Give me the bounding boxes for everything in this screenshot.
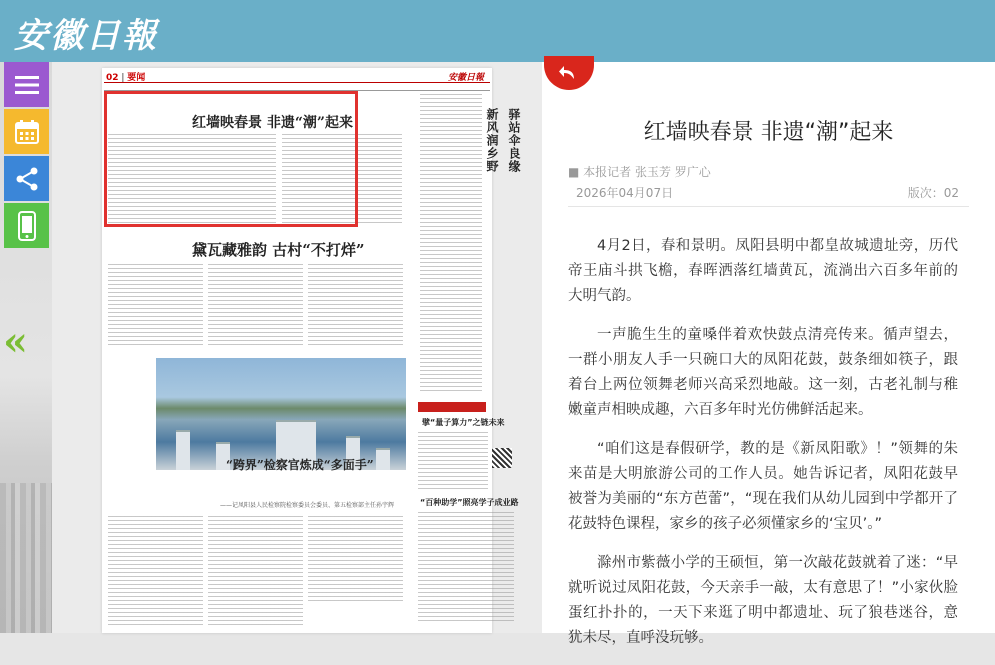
photo-building (176, 430, 190, 470)
story-text-block (420, 94, 482, 394)
page-masthead: 02 | 要闻 (106, 73, 146, 83)
article-paragraph: 滁州市紫薇小学的王硕恒，第一次敲花鼓就着了迷：“早就听说过凤阳花鼓，今天亲手一敲，太有意思了！”小家伙脸蛋红扑扑的，一天下来逛了明中都遗址、玩了狼巷迷谷，意犹未尽，直呼没玩够。 (568, 555, 958, 646)
article-date: 2026年04月07日 (576, 186, 674, 200)
calendar-button[interactable] (4, 109, 49, 154)
mobile-phone-icon (17, 211, 37, 241)
article-panel (542, 62, 995, 646)
subheadline-prosecutor: ——记凤阳县人民检察院检察委员会委员、第五检察部主任孙宇辉 (220, 502, 395, 509)
share-button[interactable] (4, 156, 49, 201)
menu-button[interactable] (4, 62, 49, 107)
article-author: ■ 本报记者 张玉芳 罗广心 (568, 165, 711, 179)
article-paragraph: “咱们这是春假研学，教的是《新凤阳歌》！”领舞的朱来苗是大明旅游公司的工作人员。她告诉记者，凤阳花鼓早被誉为美丽的“东方芭蕾”，“现在我们从幼儿园到中学都开了花鼓特色课程，家乡的孩子必须懂家乡的‘宝贝’。” (568, 441, 958, 532)
paper-logo-small: 安徽日報 (447, 73, 484, 83)
story-text-block (208, 264, 303, 346)
qr-code (492, 448, 512, 468)
story-text-block (308, 516, 403, 604)
story-text-block (208, 516, 303, 626)
story-text-block (308, 264, 403, 346)
article-paragraph: 4月2日，春和景明。凤阳县明中都皇故城遗址旁，历代帝王庙斗拱飞檐，春晖洒落红墙黄瓦，流淌出六百多年前的大明气韵。 (568, 238, 958, 304)
newspaper-page-area (52, 62, 542, 633)
selected-article-highlight[interactable] (104, 91, 358, 227)
share-icon (14, 166, 40, 192)
story-text-block (108, 516, 203, 626)
page-number: 02 (106, 73, 119, 83)
article-edition: 版次：02 (907, 186, 959, 200)
calendar-icon (14, 119, 40, 145)
article-body (568, 234, 958, 665)
news-photo[interactable] (156, 358, 406, 470)
story-text-block (108, 264, 203, 346)
site-logo[interactable]: 安徽日報 (14, 16, 158, 56)
article-paragraph: 一声脆生生的童嗓伴着欢快鼓点清亮传来。循声望去，一群小朋友人手一只碗口大的凤阳花鼓，鼓条细如筷子，跟着台上两位领舞老师兴高采烈地敲。这一刻，古老礼制与稚嫩童声相映成趣，六百多年时光仿佛鲜活起来。 (568, 327, 958, 418)
city-silhouette (0, 483, 52, 633)
page-section: 要闻 (127, 73, 146, 83)
photo-building (376, 448, 390, 470)
article-title: 红墙映春景 非遗“潮”起来 (643, 120, 894, 145)
menu-icon (14, 74, 40, 96)
headline-prosecutor: “跨界”检察官炼成“多面手” (226, 458, 374, 472)
masthead-rule (104, 82, 490, 83)
headline-red-wall: 红墙映春景 非遗“潮”起来 (192, 115, 353, 131)
previous-page-arrow[interactable]: « (3, 318, 28, 365)
mobile-button[interactable] (4, 203, 49, 248)
article-divider (568, 206, 969, 207)
section-banner (418, 402, 486, 412)
headline-quantum: 擘“量子算力”之链未来 (422, 418, 505, 427)
back-arrow-icon (558, 63, 580, 83)
headline-vertical-2: 新风润乡野 (485, 108, 499, 173)
headline-ancient-village: 黛瓦藏雅韵 古村“不打烊” (192, 241, 365, 259)
story-text-block (418, 512, 514, 622)
site-header (0, 0, 995, 62)
back-button[interactable] (544, 56, 594, 90)
headline-student-aid: “百种助学”照亮学子成业路 (420, 498, 519, 507)
story-text-block (418, 432, 488, 492)
headline-vertical-1: 驿站伞良缘 (507, 108, 521, 173)
